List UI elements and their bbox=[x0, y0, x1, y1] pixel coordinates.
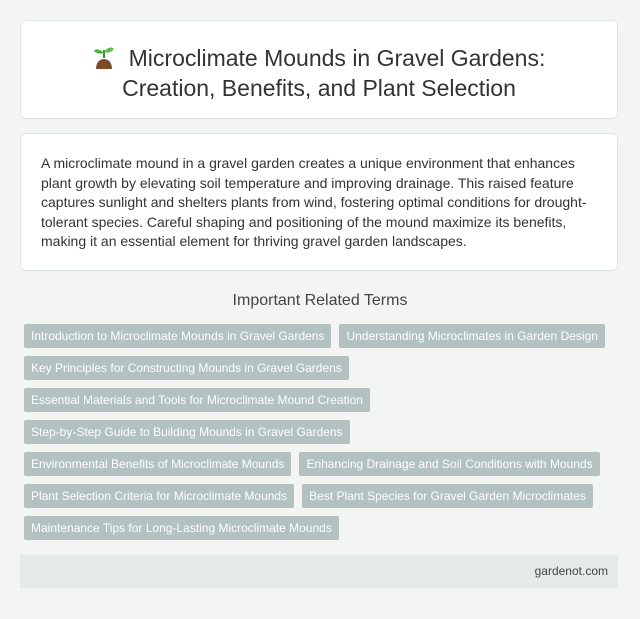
title-line-2: Creation, Benefits, and Plant Selection bbox=[122, 75, 516, 101]
related-term-tag[interactable]: Key Principles for Constructing Mounds in Gravel Gardens bbox=[24, 356, 349, 380]
related-term-tag[interactable]: Essential Materials and Tools for Microclimate Mound Creation bbox=[24, 388, 370, 412]
related-term-tag[interactable]: Understanding Microclimates in Garden Design bbox=[339, 324, 604, 348]
related-terms-heading: Important Related Terms bbox=[232, 292, 408, 309]
related-term-tag[interactable]: Environmental Benefits of Microclimate Mounds bbox=[24, 452, 291, 476]
related-term-tag[interactable]: Introduction to Microclimate Mounds in Gravel Gardens bbox=[24, 324, 331, 348]
sprout-icon bbox=[93, 45, 115, 69]
footer bbox=[20, 555, 618, 588]
related-term-tag[interactable]: Plant Selection Criteria for Microclimate Mounds bbox=[24, 484, 294, 508]
related-term-tag[interactable]: Enhancing Drainage and Soil Conditions with Mounds bbox=[299, 452, 599, 476]
intro-card bbox=[20, 133, 618, 271]
related-term-tag[interactable]: Best Plant Species for Gravel Garden Microclimates bbox=[302, 484, 593, 508]
related-term-tag[interactable]: Step-by-Step Guide to Building Mounds in Gravel Gardens bbox=[24, 420, 350, 444]
title-card bbox=[20, 20, 618, 119]
site-name[interactable]: gardenot.com bbox=[534, 564, 608, 578]
related-terms-list bbox=[24, 324, 620, 548]
intro-paragraph: A microclimate mound in a gravel garden creates a unique environment that enhances plant growth by elevating soil temperature and improving drainage. This raised feature captures sunlight and shelters plants from wind, fostering optimal conditions for drought-tolerant species. Careful shaping and positioning of the mound maximize its benefits, making it an essential element for thriving gravel garden landscapes. bbox=[41, 155, 587, 249]
page-title bbox=[21, 43, 617, 103]
title-line-1: Microclimate Mounds in Gravel Gardens: bbox=[128, 45, 546, 71]
related-term-tag[interactable]: Maintenance Tips for Long-Lasting Microclimate Mounds bbox=[24, 516, 339, 540]
